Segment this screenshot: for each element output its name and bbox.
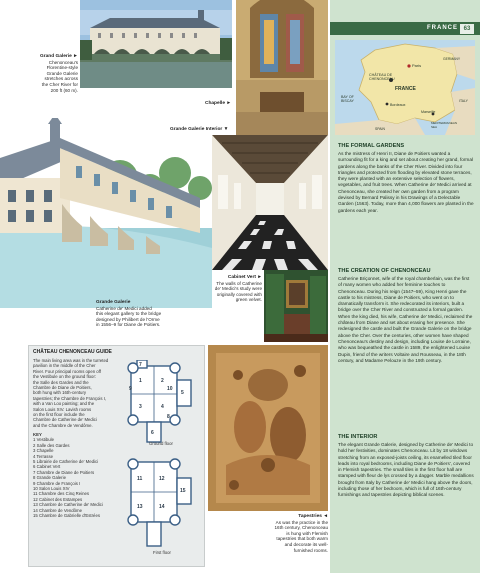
- map-label-france: FRANCE: [395, 86, 416, 92]
- caption-line: 16th century, Chenonceau: [274, 525, 328, 531]
- svg-text:CHENONCEAU: CHENONCEAU: [369, 77, 395, 81]
- guide-intro-line: with a Van Loo painting; and the: [33, 401, 95, 407]
- caption-line: The walls of Catherine: [216, 280, 262, 286]
- caption-line: is hung with Flemish: [286, 530, 328, 536]
- map-label-spain: SPAIN: [375, 127, 385, 131]
- guide-intro-line: Chambre de Catherine de' Medici: [33, 417, 97, 423]
- room-number: 8: [167, 414, 170, 420]
- caption-line: this elegant gallery to the bridge: [96, 311, 162, 317]
- caption-line: As was the practice in the: [275, 519, 328, 525]
- caption-line: de' Medici's study were: [214, 286, 262, 292]
- caption-line: 200 ft (60 m).: [50, 87, 78, 93]
- caption-line: originally covered with: [216, 291, 262, 297]
- galerie-drawing-caption-title: Grande Galerie: [96, 300, 131, 305]
- section-body: As the mistress of Henri II, Diane de Poitiers wanted a surrounding fit for a king and set about creating her grand, formal gardens along the banks of the Cher River. Divided into four triangles and protected from flooding by elevated stone terraces, they were planted with an extensive selection of flowers, vegetables, and fruit trees. When Catherine de' Medici arrived at Chenonceau, she created her own garden from a program devised by Bernard Palissy in his Drawings of a Delectable Garden (1563). Today, more than 4,000 flowers are planted in the gardens each year.: [338, 151, 474, 213]
- caption-line: Grande Galerie: [46, 70, 78, 76]
- key-label: KEY: [33, 432, 42, 437]
- section-header-title: FRANCE: [427, 25, 458, 31]
- section-title: THE CREATION OF CHENONCEAU: [338, 268, 431, 274]
- key-item: 1 Vestibule: [33, 437, 55, 443]
- cabinet-vert-photo: [264, 270, 328, 342]
- key-item: 10 Salon Louis XIV: [33, 486, 70, 492]
- room-number: 6: [151, 430, 154, 436]
- caption-line: designed by Philibert de l'Orme: [96, 316, 160, 322]
- room-number: 15: [180, 488, 186, 494]
- caption-line: Florentine-style: [46, 65, 78, 71]
- guide-intro-line: pavilion in the middle of the Cher: [33, 363, 96, 369]
- caption-arrow-icon: ►: [73, 53, 78, 59]
- guide-intro-line: tapestries; the Chambre de François I,: [33, 395, 107, 401]
- cabinet-vert-caption: [200, 275, 262, 303]
- page-number: 63: [460, 24, 474, 34]
- key-item: 12 Cabinet des Estampes: [33, 496, 83, 502]
- tapestry-photo: [208, 345, 328, 511]
- map-label-med: MEDITERRANEAN: [431, 121, 458, 125]
- section-body: The elegant Grande Galerie, designed by Catherine de' Medici to hold her festivities, dominates Chenonceau. Lit by 18 windows stretching from an exposed-joists ceiling, its enamelled tiled floor leads into royal bedrooms, including Diane de Poitiers', covered in Flemish tapestries. The small tiles in the first floor hall are stamped with fleur de lys crossed by a dagger. Marble medallions brought from Italy by Catherine de' Medici hang above the doors, including those of her bedroom, which is full of 16th-century furnishings and tapestries depicting biblical scenes.: [338, 442, 474, 498]
- caption-line: Chenonceau's: [48, 59, 78, 65]
- map-label-bordeaux: Bordeaux: [390, 103, 406, 107]
- section-title: THE FORMAL GARDENS: [338, 143, 405, 149]
- chapelle-label: Chapelle ►: [205, 101, 232, 106]
- map-label-germany: GERMANY: [443, 57, 461, 61]
- key-item: 14 Chambre de Vendôme: [33, 507, 82, 513]
- key-item: 11 Chambre des Cinq Reines: [33, 491, 90, 497]
- map-label-bay: BAY OF: [341, 95, 354, 99]
- map-label-marseille: Marseille: [421, 110, 436, 114]
- guide-intro-line: on the first floor include the: [33, 412, 85, 418]
- key-item: 5 Librairie de Catherine de' Medici: [33, 459, 99, 465]
- guide-intro-line: Salon Louis XIV. Lavish rooms: [33, 406, 92, 412]
- guide-intro-line: River. Four principal rooms open off: [33, 368, 101, 374]
- galerie-interior-label: Grande Galerie Interior ▼: [170, 127, 229, 132]
- map-label-paris: Paris: [412, 63, 422, 68]
- room-number: 13: [137, 504, 143, 510]
- galerie-interior-photo: [212, 135, 328, 270]
- room-number: 7: [139, 362, 142, 368]
- grand-galerie-caption: [20, 53, 78, 93]
- caption-line: tapestries that both warm: [276, 536, 328, 542]
- room-number: 12: [159, 476, 165, 482]
- article-section: [338, 434, 474, 499]
- room-number: 3: [139, 404, 142, 410]
- caption-line: stretches across: [44, 76, 78, 82]
- section-title: THE INTERIOR: [338, 434, 378, 440]
- room-number: 5: [181, 390, 184, 396]
- chapelle-photo: [236, 0, 328, 135]
- first-floor-plan: [127, 458, 203, 550]
- svg-text:SEA: SEA: [431, 125, 438, 129]
- room-number: 9: [129, 386, 132, 392]
- ground-floor-label: Ground floor: [149, 441, 173, 446]
- tapestries-caption: [264, 514, 328, 553]
- section-body: Catherine Briçonnet, wife of the royal chamberlain, was the first of many women who added her feminine touches to Chenonceau. During his reign (1547–59), King Henri gave the castle to his mistress, Diane de Poitiers, who went on to dramatically transform it. She redecorated its interiors, built a bridge over the Cher River and constructed a formal garden. When the king died, his wife, Catherine de' Medici, reclaimed the château from Diane and set about erasing her presence. She redesigned the castle and built the Grande Galerie on the bridge above the Cher. Over the centuries, other women have shaped Chenonceau's destiny and design, including Louise de Lorraine, who was bequeathed the castle in 1589, the enlightened Louise Dupin, friend of the writers Voltaire and Rousseau, in the 18th century, and Madame Pelouze in the 19th century.: [338, 276, 473, 363]
- first-floor-label: First floor: [153, 550, 171, 555]
- caption-line: and decorate its well-: [284, 541, 328, 547]
- key-item: 9 Chambre de François I: [33, 480, 81, 486]
- key-item: 8 Grande Galerie: [33, 475, 66, 481]
- key-item: 3 Chapelle: [33, 448, 54, 454]
- map-label-italy: ITALY: [459, 99, 468, 103]
- article-section: [338, 143, 474, 214]
- caption-line: Catherine de' Medici added: [96, 305, 152, 311]
- locator-map: [335, 40, 475, 135]
- guide-intro-line: The main living area was in the turreted: [33, 358, 109, 363]
- room-number: 10: [167, 386, 173, 392]
- guide-title: CHÂTEAU CHENONCEAU GUIDE: [33, 349, 112, 355]
- guide-intro: [33, 358, 123, 428]
- guide-intro-line: both hung with 16th-century: [33, 390, 87, 396]
- svg-text:BISCAY: BISCAY: [341, 99, 354, 103]
- room-number: 2: [161, 378, 164, 384]
- caption-line: green velvet.: [235, 297, 262, 303]
- room-number: 14: [159, 504, 165, 510]
- key-item: 6 Cabinet Vert: [33, 464, 61, 470]
- key-item: 4 Terrasse: [33, 453, 53, 459]
- guide-key: [33, 432, 127, 519]
- tapestries-caption-title: Tapestries ◄: [298, 514, 328, 519]
- room-number: 4: [161, 404, 164, 410]
- chateau-guide-box: [28, 345, 205, 567]
- key-item: 13 Chambre de Catherine de' Medici: [33, 502, 103, 508]
- map-label-chenonceau: CHÂTEAU DE: [369, 73, 393, 77]
- guide-intro-line: and the Chambre de Vendôme.: [33, 422, 93, 428]
- guide-intro-line: the Salle des Gardes and the: [33, 379, 89, 385]
- caption-line: in 1556–9 for Diane de Poitiers.: [96, 322, 161, 328]
- chateau-river-photo: [80, 0, 232, 88]
- key-item: 7 Chambre de Diane de Poitiers: [33, 469, 95, 475]
- galerie-drawing-caption: [96, 300, 206, 328]
- guide-intro-line: Chambre de Diane de Poitiers,: [33, 385, 92, 391]
- caption-line: furnished rooms.: [293, 547, 328, 553]
- galerie-illustration: [0, 118, 212, 308]
- room-number: 1: [139, 378, 142, 384]
- grand-galerie-caption-title: Grand Galerie: [40, 54, 72, 59]
- cabinet-vert-caption-title: Cabinet Vert ►: [227, 275, 262, 280]
- key-item: 15 Chambre de Gabrielle d'Estrées: [33, 513, 100, 519]
- guide-intro-line: the Vestibule on the ground floor:: [33, 374, 97, 380]
- room-number: 11: [137, 476, 143, 482]
- article-section: [338, 268, 474, 364]
- key-item: 2 Salle des Gardes: [33, 442, 70, 448]
- caption-line: the Cher River for: [41, 81, 78, 87]
- ground-floor-plan: [127, 360, 203, 444]
